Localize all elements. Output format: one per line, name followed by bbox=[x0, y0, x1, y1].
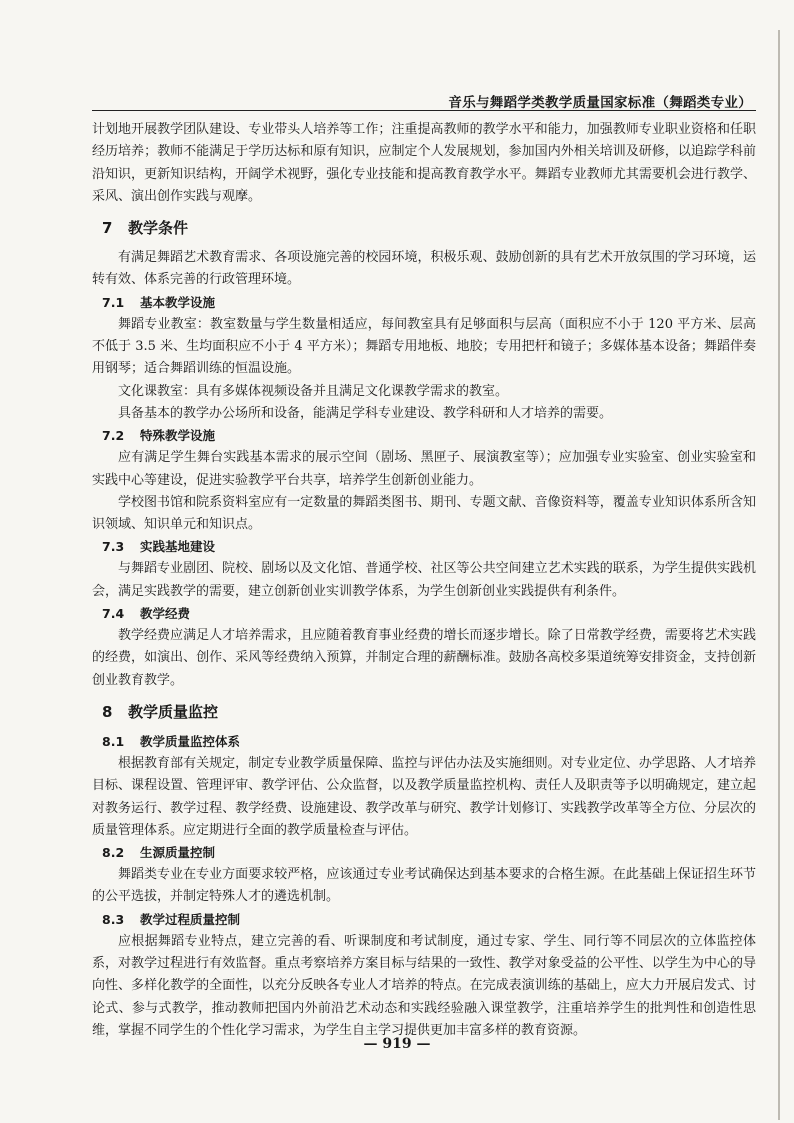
subsection-number: 8.1 bbox=[102, 733, 125, 749]
page-number: — 919 — bbox=[363, 1036, 431, 1052]
subsection-number: 7.4 bbox=[102, 606, 125, 622]
continued-paragraph: 计划地开展教学团队建设、专业带头人培养等工作；注重提高教师的教学水平和能力，加强教师专业职业资格和任职经历培养；教师不能满足于学历达标和原有知识，应制定个人发展规划，参加国内外相关培训及研修，以追踪学科前沿知识，更新知识结构，开阔学术视野，强化专业技能和提高教育教学水平。舞蹈专业教师尤其需要机会进行教学、采风、演出创作实践与观摩。 bbox=[92, 122, 756, 204]
section-8-heading bbox=[102, 701, 756, 723]
paragraph: 根据教育部有关规定，制定专业教学质量保障、监控与评估办法及实施细则。对专业定位、办学思路、人才培养目标、课程设置、管理评审、教学评估、公众监督，以及教学质量监控机构、责任人及职责等予以明确规定，建立起对教务运行、教学过程、教学经费、设施建设、教学改革与研究、教学计划修订、实践教学改革等全方位、分层次的质量管理体系。应定期进行全面的教学质量检查与评估。 bbox=[92, 755, 756, 838]
scan-edge-line bbox=[778, 30, 780, 1120]
subsection-title: 教学过程质量控制 bbox=[140, 911, 241, 927]
subsection-number: 8.3 bbox=[102, 911, 125, 927]
subsection-title: 教学质量监控体系 bbox=[140, 733, 241, 749]
paragraph: 有满足舞蹈艺术教育需求、各项设施完善的校园环境，积极乐观、鼓励创新的具有艺术开放氛围的学习环境，运转有效、体系完善的行政管理环境。 bbox=[92, 250, 756, 288]
subsection-title: 基本教学设施 bbox=[140, 294, 216, 310]
paragraph: 与舞蹈专业剧团、院校、剧场以及文化馆、普通学校、社区等公共空间建立艺术实践的联系，为学生提供实践机会，满足实践教学的需要，建立创新创业实训教学体系，为学生创新创业实践提供有利条件。 bbox=[92, 561, 756, 599]
paragraph: 舞蹈专业教室：教室数量与学生数量相适应，每间教室具有足够面积与层高（面积应不小于 120 平方米、层高不低于 3.5 米、生均面积应不小于 4 平方米）；舞蹈专用地板、地胶；专用把杆和镜子；多媒体基本设备；舞蹈伴奏用钢琴；适合舞蹈训练的恒温设施。 bbox=[92, 316, 756, 377]
header-rule bbox=[92, 110, 756, 111]
subsection-title: 特殊教学设施 bbox=[140, 428, 216, 444]
subsection-number: 7.3 bbox=[102, 539, 125, 555]
paragraph: 具备基本的教学办公场所和设备，能满足学科专业建设、教学科研和人才培养的需要。 bbox=[118, 405, 613, 421]
subsection-7-3-heading bbox=[102, 536, 756, 558]
body-text bbox=[92, 119, 756, 1042]
subsection-number: 7.1 bbox=[102, 294, 125, 310]
subsection-number: 8.2 bbox=[102, 845, 125, 861]
section-title: 教学质量监控 bbox=[128, 702, 219, 721]
paragraph: 教学经费应满足人才培养需求，且应随着教育事业经费的增长而逐步增长。除了日常教学经费，需要将艺术实践的经费，如演出、创作、采风等经费纳入预算，并制定合理的薪酬标准。鼓励各高校多渠道统筹安排资金，支持创新创业教育教学。 bbox=[92, 628, 756, 688]
subsection-8-3-heading bbox=[102, 909, 756, 931]
subsection-number: 7.2 bbox=[102, 428, 125, 444]
section-number: 8 bbox=[102, 702, 113, 721]
paragraph: 应有满足学生舞台实践基本需求的展示空间（剧场、黑匣子、展演教室等）；应加强专业实验室、创业实验室和实践中心等建设，促进实验教学平台共享，培养学生创新创业能力。 bbox=[92, 450, 756, 488]
paragraph: 学校图书馆和院系资料室应有一定数量的舞蹈类图书、期刊、专题文献、音像资料等，覆盖专业知识体系所含知识领域、知识单元和知识点。 bbox=[92, 494, 756, 533]
section-7-heading bbox=[102, 217, 756, 239]
subsection-title: 教学经费 bbox=[140, 606, 191, 622]
paragraph: 舞蹈类专业在专业方面要求较严格，应该通过专业考试确保达到基本要求的合格生源。在此基础上保证招生环节的公平选拔，并制定特殊人才的遴选机制。 bbox=[92, 867, 756, 905]
paragraph: 应根据舞蹈专业特点，建立完善的看、听课制度和考试制度，通过专家、学生、同行等不同层次的立体监控体系，对教学过程进行有效监督。重点考察培养方案目标与结果的一致性、教学对象受益的公平性、以学生为中心的导向性、多样化教学的全面性，以充分反映各专业人才培养的特点。在完成表演训练的基础上，应大力开展启发式、讨论式、参与式教学，推动教师把国内外前沿艺术动态和实践经验融入课堂教学，注重培养学生的批判性和创造性思维，掌握不同学生的个性化学习需求，为学生自主学习提供更加丰富多样的教育资源。 bbox=[92, 933, 756, 1038]
subsection-8-2-heading bbox=[102, 842, 756, 864]
subsection-7-2-heading bbox=[102, 425, 756, 447]
subsection-title: 生源质量控制 bbox=[140, 845, 216, 861]
subsection-7-4-heading bbox=[102, 603, 756, 625]
section-title: 教学条件 bbox=[128, 219, 189, 238]
section-number: 7 bbox=[102, 219, 113, 238]
subsection-8-1-heading bbox=[102, 731, 756, 753]
running-header: 音乐与舞蹈学类教学质量国家标准（舞蹈类专业） bbox=[448, 95, 752, 111]
subsection-7-1-heading bbox=[102, 292, 756, 314]
subsection-title: 实践基地建设 bbox=[140, 539, 216, 555]
paragraph: 文化课教室：具有多媒体视频设备并且满足文化课教学需求的教室。 bbox=[118, 383, 509, 399]
